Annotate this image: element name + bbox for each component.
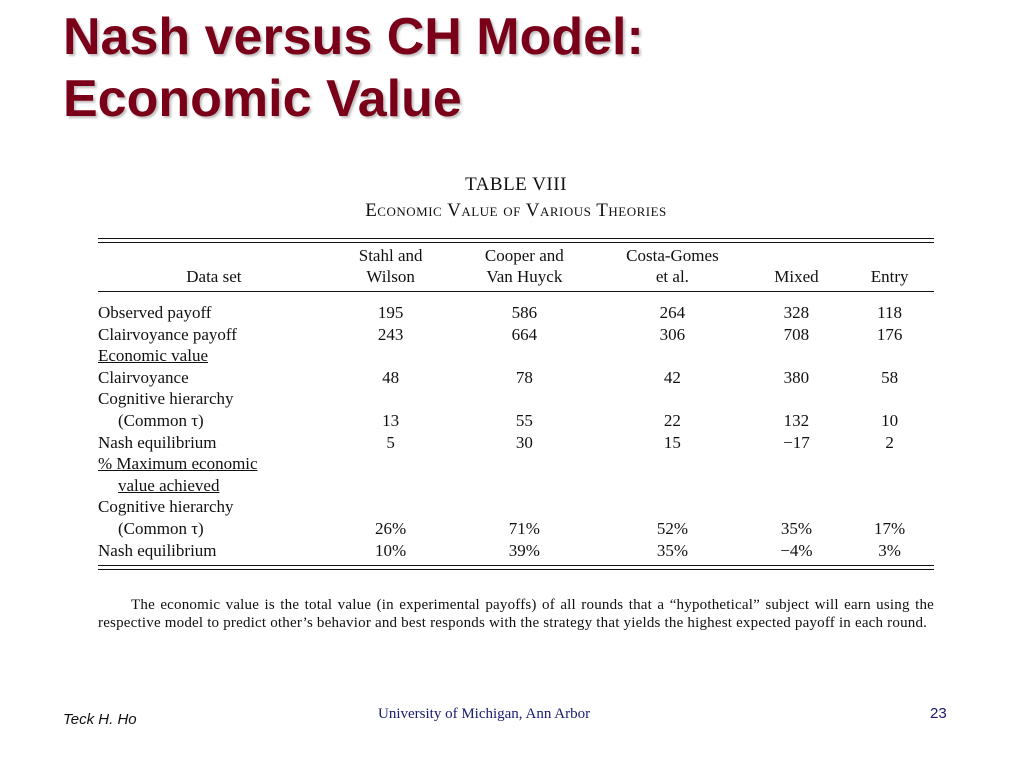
slide-title-line2: Economic Value (63, 70, 462, 128)
table-row (98, 432, 934, 454)
table-row (98, 388, 934, 410)
table-cell: 586 (511, 303, 538, 322)
table-cell (845, 496, 934, 518)
table-cell (597, 496, 747, 518)
table-cell (748, 345, 846, 367)
row-label: Nash equilibrium (98, 540, 217, 560)
table-row (98, 518, 934, 540)
table-row (98, 302, 934, 324)
row-label-cell (98, 388, 330, 410)
table-cell: 118 (877, 303, 903, 322)
table-cell (845, 453, 934, 475)
table-cell: 22 (663, 410, 681, 430)
table-cell: −4% (780, 540, 813, 560)
table-footnote (98, 596, 934, 632)
table-cell: 708 (783, 324, 810, 344)
row-label: Observed payoff (98, 303, 212, 322)
table-body (98, 302, 934, 561)
table-cell: 35% (656, 540, 688, 560)
table-cell: 2 (885, 432, 894, 452)
table-cell: 10 (881, 410, 899, 430)
economic-value-table (98, 243, 934, 561)
table-cell: 5 (386, 432, 395, 452)
table-row (98, 367, 934, 389)
table-cell: 243 (377, 324, 404, 344)
row-label-cell (98, 453, 330, 475)
table-cell (597, 345, 747, 367)
header-dataset: Data set (186, 267, 242, 286)
table-figure (98, 172, 934, 570)
row-label-cell (98, 496, 330, 518)
table-cell: 39% (508, 540, 540, 560)
row-label-cell (98, 432, 330, 454)
row-label-cell (98, 475, 330, 497)
row-label-cell (98, 324, 330, 346)
table-cell: −17 (783, 432, 810, 452)
table-cell: 58 (881, 367, 899, 387)
table-row (98, 453, 934, 475)
table-cell (330, 453, 452, 475)
header-costa-gomes-line2: et al. (655, 267, 689, 286)
table-cell (451, 345, 597, 367)
table-cell (451, 496, 597, 518)
table-header-row (98, 243, 934, 289)
table-cell (330, 345, 452, 367)
table-cell (451, 453, 597, 475)
table-cell: 176 (876, 324, 903, 344)
header-costa-gomes (597, 243, 747, 289)
table-cell: 78 (515, 367, 533, 387)
table-cell: 380 (783, 367, 810, 387)
table-cell (748, 388, 846, 410)
slide-title-line1: Nash versus CH Model: (63, 8, 644, 66)
header-costa-gomes-line1: Costa-Gomes (626, 246, 719, 265)
table-cell: 71% (508, 518, 540, 538)
table-cell (845, 388, 934, 410)
footer-page-number: 23 (930, 705, 947, 722)
row-label: Cognitive hierarchy (98, 389, 234, 409)
row-label: (Common τ) (118, 410, 204, 430)
table-cell (451, 475, 597, 497)
table-row (98, 345, 934, 367)
table-cell: 35% (780, 518, 813, 538)
header-rule (98, 291, 934, 292)
row-label: (Common τ) (118, 518, 204, 538)
row-label-cell (98, 367, 330, 389)
header-cooper-line1: Cooper and (484, 246, 564, 265)
table-cell (845, 475, 934, 497)
row-label-cell (98, 302, 330, 324)
table-cell: 328 (783, 303, 810, 322)
table-cell: 17% (874, 518, 906, 538)
table-cell: 264 (659, 303, 686, 322)
row-label: Nash equilibrium (98, 432, 217, 452)
table-row (98, 324, 934, 346)
header-stahl-wilson-line1: Stahl and (358, 246, 423, 265)
header-mixed: Mixed (774, 267, 819, 286)
table-row (98, 475, 934, 497)
table-cell: 48 (382, 367, 400, 387)
table-cell (451, 388, 597, 410)
header-cooper-line2: Van Huyck (486, 267, 563, 286)
table-row (98, 496, 934, 518)
footnote-text: The economic value is the total value (in experimental payoffs) of all rounds that a “hypothetical” subject will earn using the respective model to predict other’s behavior and best responds with the strategy that yields the highest expected payoff in each round. (98, 597, 934, 631)
row-label: value achieved (118, 475, 220, 495)
table-subcaption: Economic Value of Various Theories (365, 200, 667, 221)
row-label: Clairvoyance payoff (98, 324, 237, 344)
table-cell (748, 453, 846, 475)
slide-title (63, 6, 963, 130)
header-stahl-wilson (330, 243, 452, 289)
table-cell (330, 496, 452, 518)
row-label: Cognitive hierarchy (98, 497, 234, 517)
table-cell: 42 (663, 367, 681, 387)
table-row (98, 540, 934, 562)
table-cell: 13 (382, 410, 400, 430)
header-stahl-wilson-line2: Wilson (366, 267, 415, 286)
table-caption: TABLE VIII (465, 174, 567, 195)
table-cell: 10% (375, 540, 407, 560)
table-cell (845, 345, 934, 367)
table-cell: 55 (515, 410, 533, 430)
row-label: Economic value (98, 346, 208, 366)
table-cell (330, 388, 452, 410)
row-label: Clairvoyance (98, 367, 189, 387)
row-label-cell (98, 410, 330, 432)
table-cell: 30 (515, 432, 533, 452)
footer-institution: University of Michigan, Ann Arbor (378, 706, 591, 722)
table-cell (748, 475, 846, 497)
table-cell: 26% (375, 518, 407, 538)
table-cell: 132 (783, 410, 810, 430)
row-label-cell (98, 540, 330, 562)
table-bottom-rule (98, 565, 934, 570)
table-cell: 52% (656, 518, 688, 538)
table-cell: 306 (659, 324, 686, 344)
table-cell (330, 475, 452, 497)
table-cell: 15 (663, 432, 681, 452)
row-label-cell (98, 518, 330, 540)
header-cooper-van-huyck (451, 243, 597, 289)
table-cell (597, 453, 747, 475)
table-cell: 3% (878, 540, 901, 560)
table-row (98, 410, 934, 432)
table-cell: 195 (377, 303, 404, 322)
table-cell (597, 388, 747, 410)
footer-author: Teck H. Ho (63, 711, 137, 728)
table-cell: 664 (511, 324, 538, 344)
row-label-cell (98, 345, 330, 367)
table-cell (748, 496, 846, 518)
header-entry: Entry (870, 267, 909, 286)
row-label: % Maximum economic (98, 454, 258, 474)
table-cell (597, 475, 747, 497)
